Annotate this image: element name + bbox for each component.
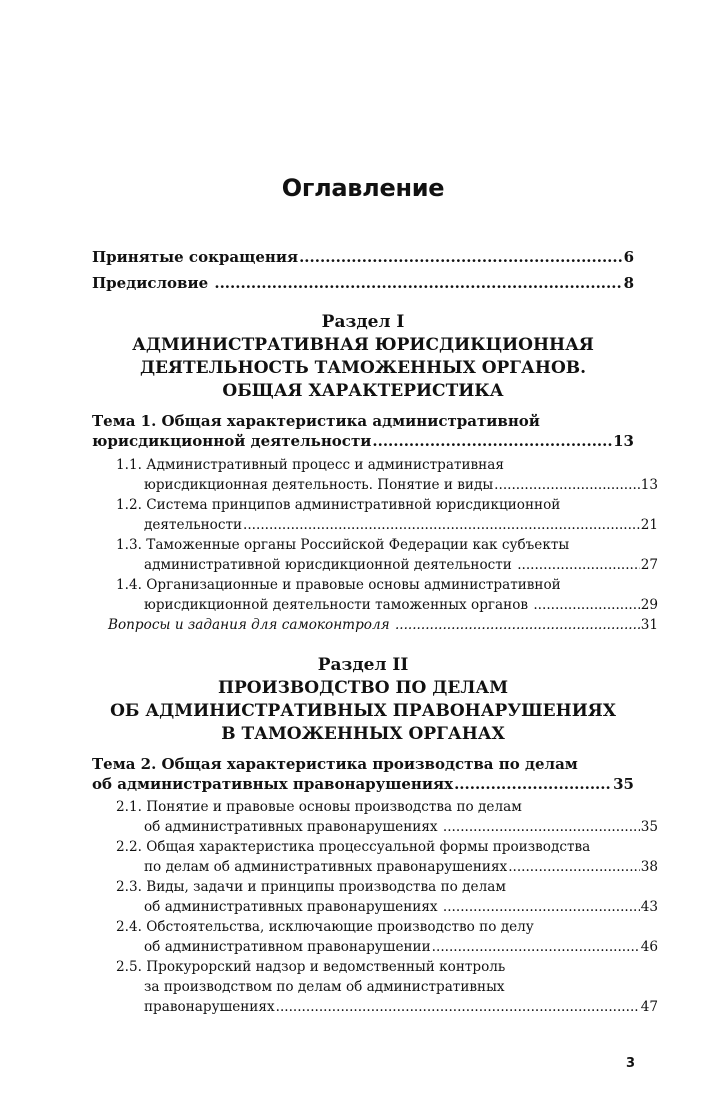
subentry-title-line: 2.4. Обстоятельства, исключающие производство по делу	[116, 919, 534, 935]
section-title-line: В ТАМОЖЕННЫХ ОРГАНАХ	[221, 724, 505, 744]
toc-entry-page: 38	[640, 859, 658, 875]
section-number: Раздел II	[317, 655, 409, 675]
section-heading	[92, 654, 634, 746]
subentry-title-line: деятельности	[144, 517, 243, 533]
toc-theme[interactable]	[92, 754, 634, 794]
subentry-title-line: 2.1. Понятие и правовые основы производства по делам	[116, 799, 522, 815]
subentry-title-line: об административных правонарушениях	[144, 819, 442, 835]
subentry-title-line: по делам об административных правонарушениях	[144, 859, 508, 875]
page-number: 3	[626, 1056, 636, 1071]
toc-subentry[interactable]	[116, 957, 658, 1017]
section-heading	[92, 311, 634, 403]
toc-entry-page: 8	[623, 274, 634, 292]
toc-entry-page: 6	[623, 248, 634, 266]
subentry-title-line: 2.5. Прокурорский надзор и ведомственный контроль	[116, 959, 506, 975]
toc-subentry[interactable]	[116, 535, 658, 575]
section-title-line: ОБ АДМИНИСТРАТИВНЫХ ПРАВОНАРУШЕНИЯХ	[110, 701, 616, 721]
toc-theme[interactable]	[92, 411, 634, 451]
toc-entry-page: 21	[640, 517, 658, 533]
toc-entry-page: 46	[640, 939, 658, 955]
toc-entry-page: 29	[640, 597, 658, 613]
section-title-line: АДМИНИСТРАТИВНАЯ ЮРИСДИКЦИОННАЯ	[132, 335, 594, 355]
section-title-line: ПРОИЗВОДСТВО ПО ДЕЛАМ	[217, 678, 509, 698]
toc-entry-page: 47	[640, 999, 658, 1015]
theme-title-line: Тема 2. Общая характеристика производства по делам	[92, 755, 578, 773]
section-number: Раздел I	[321, 312, 405, 332]
toc-entry-page: 27	[640, 557, 658, 573]
toc-entry-title: Предисловие	[92, 274, 214, 292]
toc-subentry[interactable]	[116, 575, 658, 615]
toc-subentry[interactable]	[116, 797, 658, 837]
toc-entry-page: 13	[640, 477, 658, 493]
subentry-title-line: 2.3. Виды, задачи и принципы производства по делам	[116, 879, 506, 895]
toc-subentry[interactable]	[116, 917, 658, 957]
toc-subsections	[92, 797, 658, 1017]
toc-subsections	[92, 455, 658, 635]
toc-entry-page: 31	[640, 617, 658, 633]
toc-subentry[interactable]	[116, 455, 658, 495]
subentry-title-line: 1.2. Система принципов административной юрисдикционной	[116, 497, 561, 513]
subentry-title-line: Вопросы и задания для самоконтроля	[108, 617, 394, 633]
subentry-title-line: юрисдикционная деятельность. Понятие и виды	[144, 477, 494, 493]
toc-entry[interactable]	[92, 244, 634, 270]
toc-entry[interactable]	[92, 270, 634, 296]
theme-title-line: об административных правонарушениях	[92, 775, 454, 793]
section-title-line: ОБЩАЯ ХАРАКТЕРИСТИКА	[222, 381, 504, 401]
theme-title-line: Тема 1. Общая характеристика административной	[92, 412, 540, 430]
toc-subentry[interactable]	[116, 877, 658, 917]
toc-subentry[interactable]	[116, 495, 658, 535]
theme-title-line: юрисдикционной деятельности	[92, 432, 372, 450]
toc-entry-page: 35	[613, 775, 634, 793]
subentry-title-line: 1.3. Таможенные органы Российской Федерации как субъекты	[116, 537, 570, 553]
toc-entry-page: 13	[613, 432, 634, 450]
page-title: Оглавление	[281, 174, 445, 202]
toc-entry-page: 43	[640, 899, 658, 915]
subentry-title-line: 1.4. Организационные и правовые основы административной	[116, 577, 561, 593]
toc-subentry[interactable]	[116, 837, 658, 877]
subentry-title-line: юрисдикционной деятельности таможенных органов	[144, 597, 533, 613]
subentry-title-line: об административном правонарушении	[144, 939, 431, 955]
subentry-title-line: 1.1. Административный процесс и административная	[116, 457, 504, 473]
section-title-line: ДЕЯТЕЛЬНОСТЬ ТАМОЖЕННЫХ ОРГАНОВ.	[139, 358, 587, 378]
toc-entry-page: 35	[640, 819, 658, 835]
subentry-title-line: за производством по делам об административных	[144, 979, 505, 995]
subentry-title-line: административной юрисдикционной деятельности	[144, 557, 517, 573]
subentry-title-line: 2.2. Общая характеристика процессуальной формы производства	[116, 839, 591, 855]
toc-subentry-questions[interactable]	[108, 615, 658, 635]
subentry-title-line: правонарушениях	[144, 999, 275, 1015]
subentry-title-line: об административных правонарушениях	[144, 899, 442, 915]
toc-front-matter	[92, 244, 634, 296]
toc-entry-title: Принятые сокращения	[92, 248, 299, 266]
